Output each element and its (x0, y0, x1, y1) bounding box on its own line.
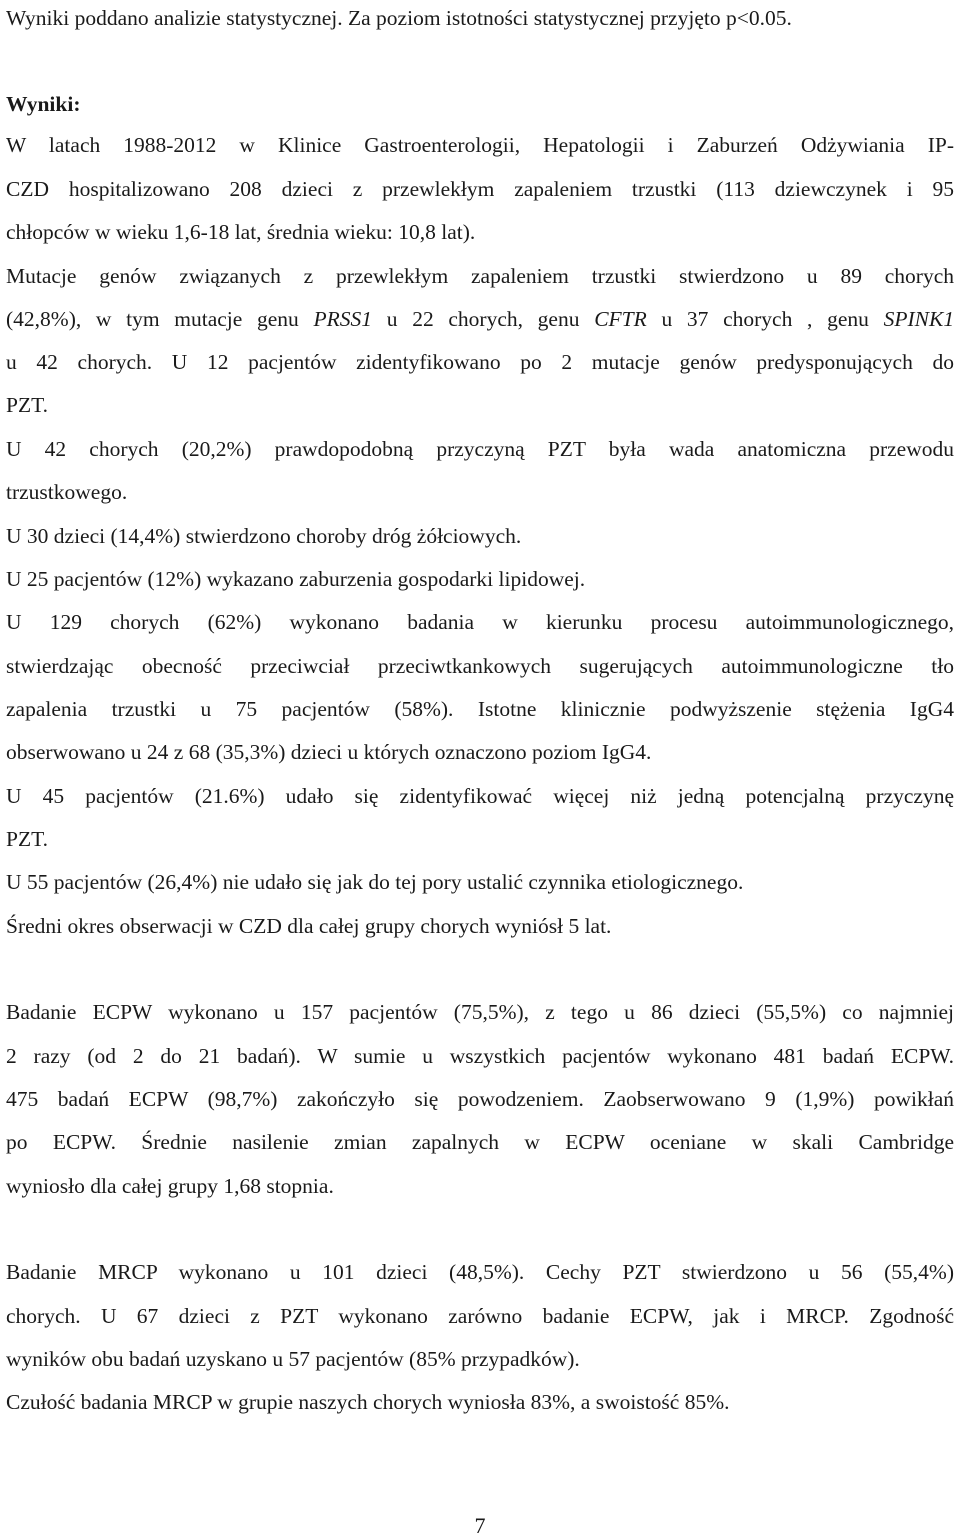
text-line: U 42 chorych (20,2%) prawdopodobną przyczyną PZT była wada anatomiczna przewodu (6, 437, 954, 461)
text-line: U 25 pacjentów (12%) wykazano zaburzenia gospodarki lipidowej. (6, 567, 586, 591)
text-line: U 55 pacjentów (26,4%) nie udało się jak do tej pory ustalić czynnika etiologicznego. (6, 870, 744, 894)
text-line: Średni okres obserwacji w CZD dla całej grupy chorych wyniósł 5 lat. (6, 914, 612, 938)
text-span: u 22 chorych, genu (386, 307, 580, 331)
text-line-genes (6, 305, 954, 333)
text-line: CZD hospitalizowano 208 dzieci z przewlekłym zapaleniem trzustki (113 dziewczynek i 95 (6, 177, 954, 201)
gene-name-spink1: SPINK1 (883, 307, 955, 331)
text-line: Mutacje genów związanych z przewlekłym zapaleniem trzustki stwierdzono u 89 chorych (6, 264, 954, 288)
text-line: Badanie MRCP wykonano u 101 dzieci (48,5%). Cechy PZT stwierdzono u 56 (55,4%) (6, 1260, 954, 1284)
gene-name-cftr: CFTR (594, 307, 647, 331)
text-line: U 45 pacjentów (21.6%) udało się zidentyfikować więcej niż jedną potencjalną przyczynę (6, 784, 954, 808)
text-line: chorych. U 67 dzieci z PZT wykonano zarówno badanie ECPW, jak i MRCP. Zgodność (6, 1304, 954, 1328)
gene-name-prss1: PRSS1 (313, 307, 373, 331)
text-line: wyniosło dla całej grupy 1,68 stopnia. (6, 1174, 334, 1198)
text-line: 475 badań ECPW (98,7%) zakończyło się powodzeniem. Zaobserwowano 9 (1,9%) powikłań (6, 1087, 954, 1111)
text-line: obserwowano u 24 z 68 (35,3%) dzieci u których oznaczono poziom IgG4. (6, 740, 652, 764)
page-number: 7 (474, 1513, 486, 1538)
text-line: Badanie ECPW wykonano u 157 pacjentów (75,5%), z tego u 86 dzieci (55,5%) co najmniej (6, 1000, 954, 1024)
text-line: zapalenia trzustki u 75 pacjentów (58%). Istotne klinicznie podwyższenie stężenia IgG4 (6, 697, 954, 721)
text-line: wyników obu badań uzyskano u 57 pacjentów (85% przypadków). (6, 1347, 580, 1371)
text-line: W latach 1988-2012 w Klinice Gastroenterologii, Hepatologii i Zaburzeń Odżywiania IP- (6, 133, 954, 157)
text-line: chłopców w wieku 1,6-18 lat, średnia wieku: 10,8 lat). (6, 220, 476, 244)
text-line: U 129 chorych (62%) wykonano badania w kierunku procesu autoimmunologicznego, (6, 610, 954, 634)
text-line: po ECPW. Średnie nasilenie zmian zapalnych w ECPW oceniane w skali Cambridge (6, 1130, 954, 1154)
text-span: u 37 chorych , genu (661, 307, 869, 331)
text-line: stwierdzając obecność przeciwciał przeciwtkankowych sugerujących autoimmunologiczne tło (6, 654, 954, 678)
text-line: Wyniki poddano analizie statystycznej. Za poziom istotności statystycznej przyjęto p<0.05. (6, 6, 792, 30)
text-line: trzustkowego. (6, 480, 128, 504)
text-line: PZT. (6, 393, 49, 417)
text-span: (42,8%), w tym mutacje genu (6, 307, 299, 331)
text-line: Czułość badania MRCP w grupie naszych chorych wyniosła 83%, a swoistość 85%. (6, 1390, 730, 1414)
text-line: PZT. (6, 827, 49, 851)
section-heading-results: Wyniki: (6, 92, 81, 116)
text-line: 2 razy (od 2 do 21 badań). W sumie u wszystkich pacjentów wykonano 481 badań ECPW. (6, 1044, 954, 1068)
text-line: u 42 chorych. U 12 pacjentów zidentyfikowano po 2 mutacje genów predysponujących do (6, 350, 954, 374)
text-line: U 30 dzieci (14,4%) stwierdzono choroby dróg żółciowych. (6, 524, 522, 548)
